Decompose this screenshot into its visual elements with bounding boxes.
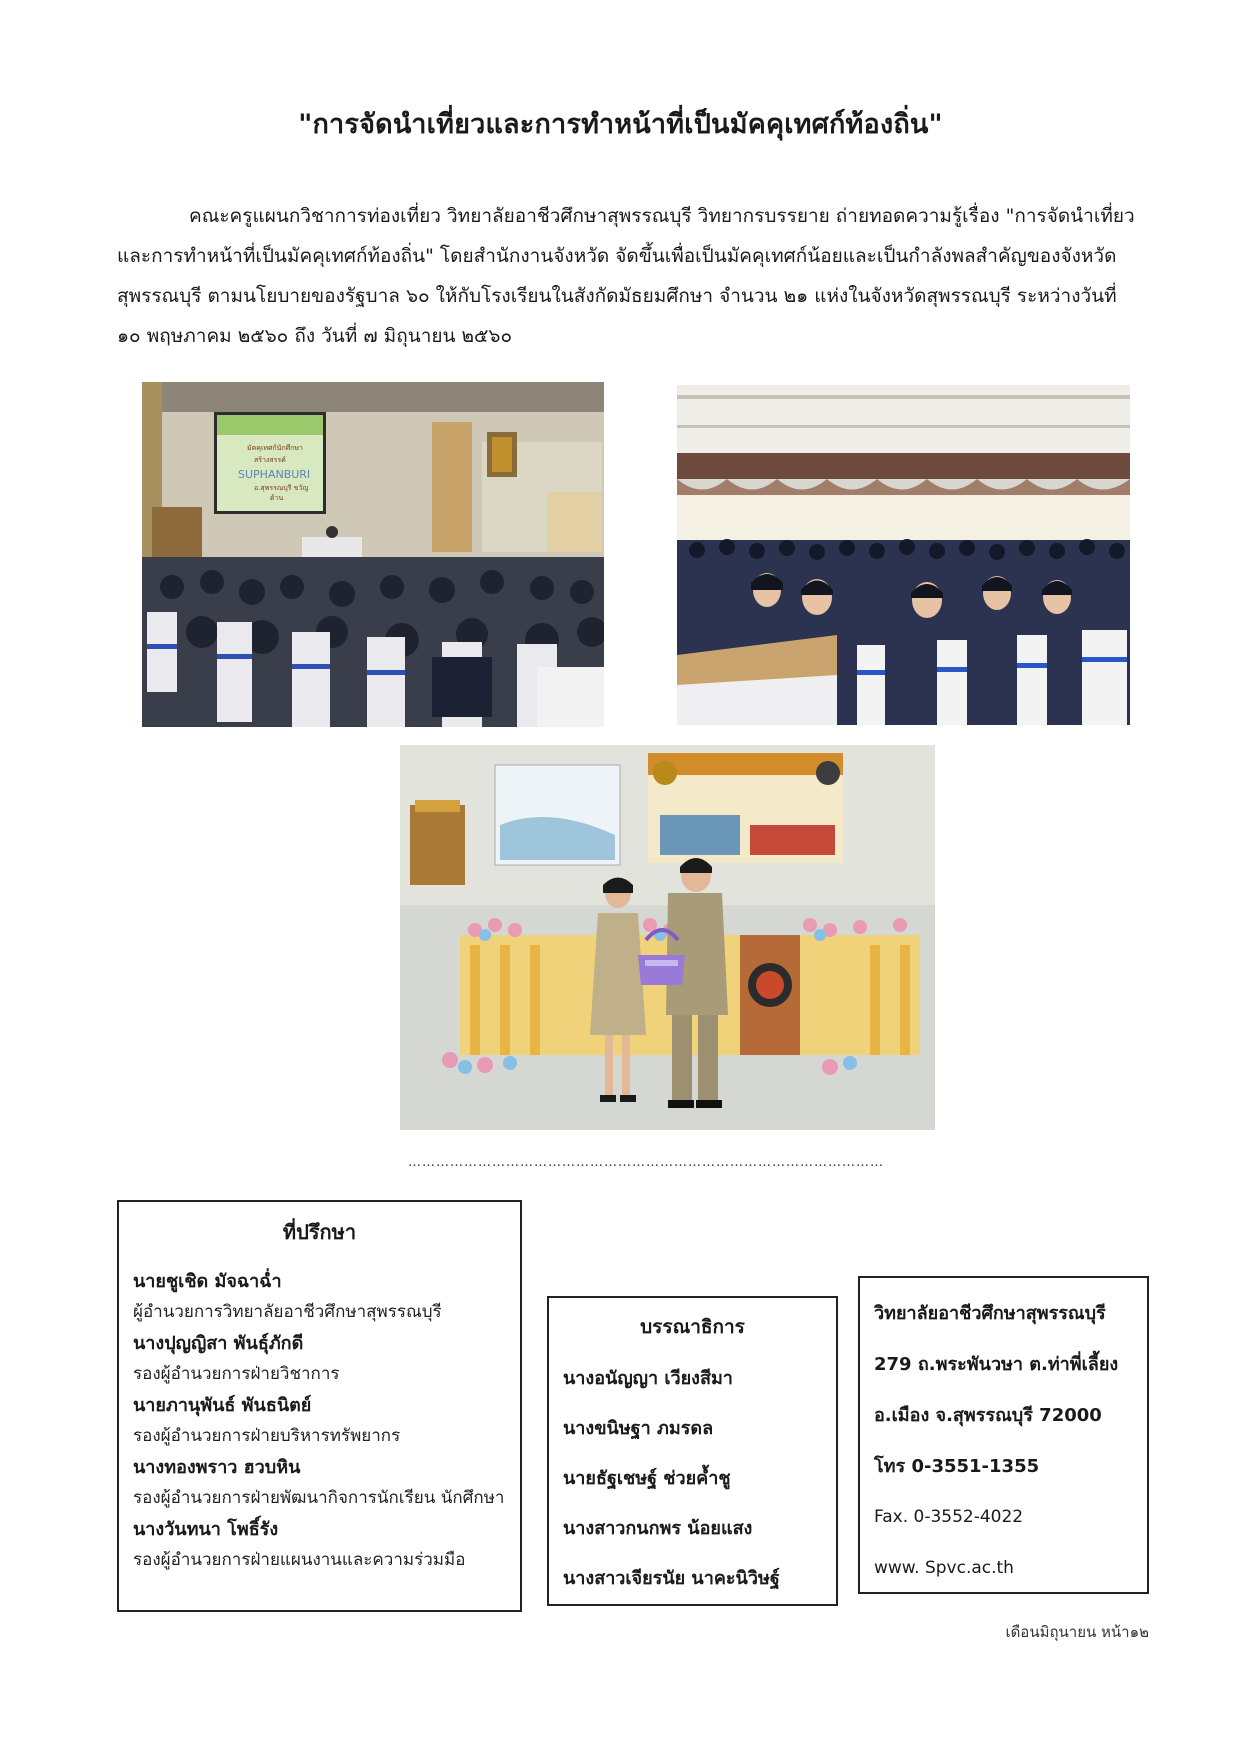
- advisor-entry: [133, 1328, 506, 1390]
- article-body-text: คณะครูแผนกวิชาการท่องเที่ยว วิทยาลัยอาชีวศึกษาสุพรรณบุรี วิทยากรบรรยาย ถ่ายทอดความรู้เรื่อง "การจัดนำเที่ยวและการทำหน้าที่เป็นมัคคุเทศก์ท้องถิ่น" โดยสำนักงานจังหวัด จัดขึ้นเพื่อเป็นมัคคุเทศก์น้อยและเป็นกำลังพลสำคัญของจังหวัดสุพรรณบุรี ตามนโยบายของรัฐบาล ๖๐ ให้กับโรงเรียนในสังกัดมัธยมศึกษา จำนวน ๒๑ แห่งในจังหวัดสุพรรณบุรี ระหว่างวันที่ ๑๐ พฤษภาคม ๒๕๖๐ ถึง วันที่ ๗ มิถุนายน ๒๕๖๐: [117, 205, 1135, 347]
- college-fax: Fax. 0-3552-4022: [874, 1507, 1024, 1527]
- college-phone: โทร 0-3551-1355: [874, 1456, 1040, 1477]
- college-website: www. Spvc.ac.th: [874, 1558, 1014, 1578]
- editor-name: นางขนิษฐา ภมรดล: [563, 1418, 714, 1439]
- college-address-line2: อ.เมือง จ.สุพรรณบุรี 72000: [874, 1405, 1102, 1426]
- advisor-entry: [133, 1266, 506, 1328]
- college-address-line1: 279 ถ.พระพันวษา ต.ท่าพี่เลี้ยง: [874, 1354, 1119, 1375]
- advisor-name: นายชูเชิด มัจฉาฉ่ำ: [133, 1271, 282, 1292]
- advisor-role: ผู้อำนวยการวิทยาลัยอาชีวศึกษาสุพรรณบุรี: [133, 1302, 442, 1322]
- college-name: วิทยาลัยอาชีวศึกษาสุพรรณบุรี: [874, 1303, 1106, 1324]
- page-title: "การจัดนำเที่ยวและการทำหน้าที่เป็นมัคคุเทศก์ท้องถิ่น": [298, 109, 943, 140]
- slide-text-line4: อ.สุพรรณบุรี ขวัญ: [254, 484, 309, 492]
- slide-text-line2: สร้างสรรค์: [254, 456, 286, 464]
- advisor-role: รองผู้อำนวยการฝ่ายแผนงานและความร่วมมือ: [133, 1550, 466, 1570]
- advisor-name: นายภานุพันธ์ พันธนิตย์: [133, 1395, 312, 1416]
- slide-text-line5: ด้าน: [270, 494, 284, 502]
- college-contact-box: [858, 1276, 1149, 1594]
- editors-box: [547, 1296, 838, 1606]
- photo-gift-presentation: [400, 745, 935, 1130]
- slide-text-line1: มัคคุเทศก์นักศึกษา: [247, 444, 303, 452]
- photo-lecture-hall: [142, 382, 604, 727]
- editor-name: นางสาวกนกพร น้อยแสง: [563, 1518, 753, 1539]
- advisor-role: รองผู้อำนวยการฝ่ายวิชาการ: [133, 1364, 340, 1384]
- advisor-name: นางวันทนา โพธิ์รัง: [133, 1519, 279, 1540]
- page-footer: เดือนมิถุนายน หน้า๑๒: [1005, 1623, 1149, 1641]
- advisor-entry: [133, 1390, 506, 1452]
- editor-name: นางอนัญญา เวียงสีมา: [563, 1368, 733, 1389]
- section-divider: …………………………………………………………………………………………: [408, 1155, 884, 1170]
- editors-heading: บรรณาธิการ: [640, 1316, 745, 1338]
- photo-student-audience: [677, 385, 1130, 725]
- advisor-name: นางปุญญิสา พันธุ์ภักดี: [133, 1333, 304, 1354]
- advisor-name: นางทองพราว ฮวบหิน: [133, 1457, 301, 1478]
- advisor-entry: [133, 1452, 506, 1514]
- advisors-heading: ที่ปรึกษา: [282, 1220, 357, 1244]
- advisor-role: รองผู้อำนวยการฝ่ายบริหารทรัพยากร: [133, 1426, 401, 1446]
- editor-name: นายธัฐเชษฐ์ ช่วยค้ำชู: [563, 1468, 731, 1489]
- editor-name: นางสาวเจียรนัย นาคะนิวิษฐ์: [563, 1568, 780, 1589]
- article-body: [117, 196, 1142, 356]
- advisor-role: รองผู้อำนวยการฝ่ายพัฒนากิจการนักเรียน นักศึกษา: [133, 1488, 505, 1508]
- advisor-entry: [133, 1514, 506, 1576]
- advisors-box: [117, 1200, 522, 1612]
- slide-text-line3: SUPHANBURI: [238, 468, 311, 481]
